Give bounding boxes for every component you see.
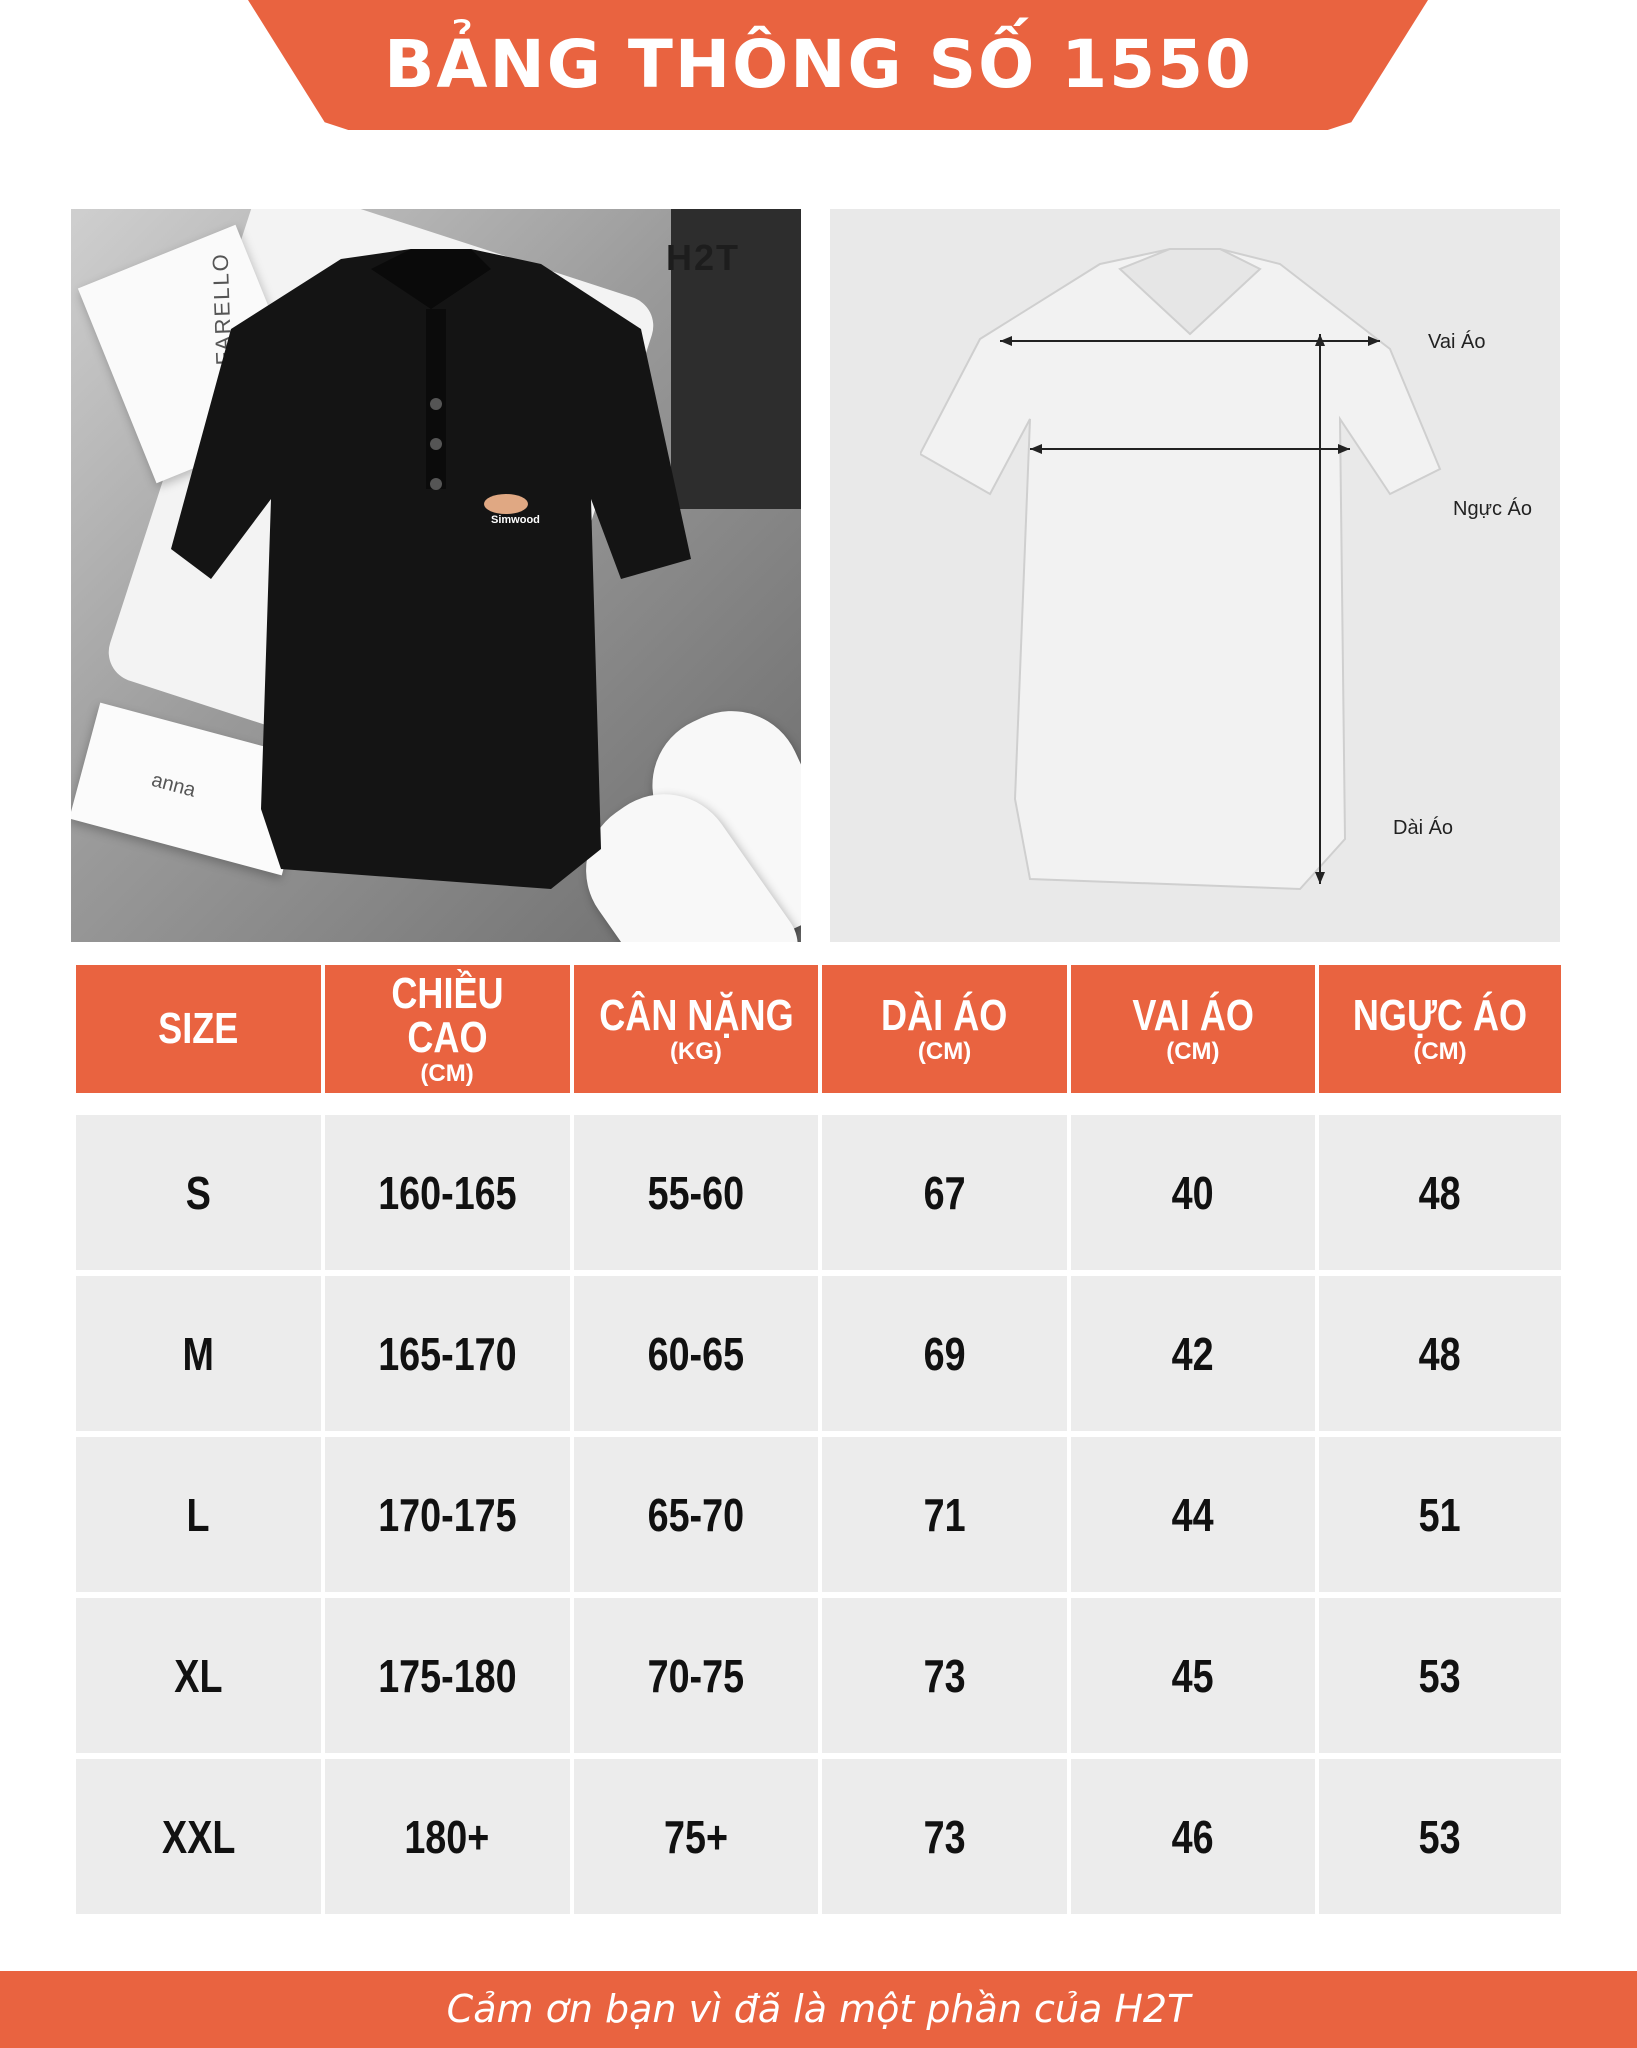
cell-value: 67 <box>923 1166 966 1219</box>
cell-value: 160-165 <box>377 1166 517 1219</box>
cell-value: 165-170 <box>377 1327 517 1380</box>
cell-height <box>325 1759 570 1914</box>
cell-value: 71 <box>923 1488 966 1541</box>
size-table <box>72 965 1565 1914</box>
cell-value: 45 <box>1171 1649 1214 1702</box>
table-header-row <box>76 965 1561 1093</box>
column-header-unit: (KG) <box>669 1038 722 1065</box>
cell-size <box>76 1598 321 1753</box>
cell-value: 48 <box>1419 1327 1461 1380</box>
cell-weight <box>574 1437 819 1592</box>
cell-value: 75+ <box>663 1810 728 1863</box>
chest-label: Ngực Áo <box>1453 498 1532 520</box>
cell-length <box>822 1276 1066 1431</box>
cell-value: L <box>186 1488 210 1541</box>
cell-chest <box>1319 1598 1561 1753</box>
column-header-unit: (CM) <box>917 1038 972 1065</box>
column-header-height <box>325 965 570 1093</box>
column-header-label: CHIỀU CAO <box>390 969 504 1062</box>
column-header-length <box>822 965 1066 1093</box>
column-header-label: CÂN NẶNG <box>598 991 794 1040</box>
cell-height <box>325 1276 570 1431</box>
cell-value: 60-65 <box>647 1327 745 1380</box>
grey-polo-diagram <box>920 239 1460 919</box>
cell-value: 70-75 <box>647 1649 745 1702</box>
cell-length <box>822 1598 1066 1753</box>
cell-length <box>822 1437 1066 1592</box>
column-header-label: VAI ÁO <box>1132 991 1254 1040</box>
table-row <box>76 1276 1561 1431</box>
column-header-label: NGỰC ÁO <box>1352 991 1528 1040</box>
column-header-unit: (CM) <box>1413 1038 1467 1065</box>
table-row <box>76 1759 1561 1914</box>
footer-thanks-text: Cảm ơn bạn vì đã là một phần của H2T <box>446 1987 1191 2031</box>
measurement-diagram <box>830 209 1560 942</box>
farello-box-label: FARELLO <box>207 251 237 366</box>
cell-size <box>76 1276 321 1431</box>
cell-value: 73 <box>923 1810 966 1863</box>
cell-value: M <box>182 1327 214 1380</box>
cell-weight <box>574 1276 819 1431</box>
cell-chest <box>1319 1759 1561 1914</box>
column-header-unit: (CM) <box>420 1060 474 1087</box>
column-header-label: DÀI ÁO <box>881 991 1008 1040</box>
product-photo <box>71 209 801 942</box>
cell-weight <box>574 1759 819 1914</box>
cell-value: XL <box>174 1649 223 1702</box>
cell-value: 180+ <box>404 1810 490 1863</box>
cell-size <box>76 1759 321 1914</box>
cell-value: 69 <box>923 1327 966 1380</box>
column-header-shoulder <box>1071 965 1315 1093</box>
column-header-label: SIZE <box>158 1004 239 1053</box>
cell-value: 73 <box>923 1649 966 1702</box>
table-row <box>76 1598 1561 1753</box>
cell-value: 46 <box>1171 1810 1214 1863</box>
cell-value: 65-70 <box>647 1488 745 1541</box>
shoulder-label: Vai Áo <box>1428 331 1486 353</box>
h2t-watermark: H2T <box>666 237 741 278</box>
column-header-unit: (CM) <box>1166 1038 1220 1065</box>
cell-chest <box>1319 1115 1561 1270</box>
footer-bar <box>0 1971 1637 2048</box>
cell-length <box>822 1759 1066 1914</box>
column-header-size <box>76 965 321 1093</box>
cell-value: 40 <box>1171 1166 1214 1219</box>
cell-height <box>325 1598 570 1753</box>
cell-height <box>325 1437 570 1592</box>
cell-shoulder <box>1071 1437 1315 1592</box>
cell-value: 170-175 <box>377 1488 517 1541</box>
page-title: BẢNG THÔNG SỐ 1550 <box>384 26 1253 103</box>
cell-length <box>822 1115 1066 1270</box>
cell-chest <box>1319 1276 1561 1431</box>
cell-shoulder <box>1071 1598 1315 1753</box>
cell-value: 175-180 <box>377 1649 517 1702</box>
cell-height <box>325 1115 570 1270</box>
cell-size <box>76 1115 321 1270</box>
cell-shoulder <box>1071 1276 1315 1431</box>
cell-value: 44 <box>1171 1488 1214 1541</box>
simwood-logo-text: Simwood <box>491 514 540 526</box>
column-header-weight <box>574 965 819 1093</box>
cell-shoulder <box>1071 1759 1315 1914</box>
cell-value: 53 <box>1419 1810 1461 1863</box>
cell-chest <box>1319 1437 1561 1592</box>
cell-size <box>76 1437 321 1592</box>
anna-box-label: anna <box>149 768 198 802</box>
cell-weight <box>574 1598 819 1753</box>
cell-weight <box>574 1115 819 1270</box>
cell-shoulder <box>1071 1115 1315 1270</box>
column-header-chest <box>1319 965 1561 1093</box>
table-row <box>76 1115 1561 1270</box>
cell-value: XXL <box>161 1810 235 1863</box>
cell-value: 55-60 <box>647 1166 745 1219</box>
cell-value: S <box>185 1166 211 1219</box>
table-row <box>76 1437 1561 1592</box>
cell-value: 48 <box>1419 1166 1461 1219</box>
length-label: Dài Áo <box>1393 817 1454 839</box>
cell-value: 53 <box>1419 1649 1461 1702</box>
cell-value: 51 <box>1419 1488 1461 1541</box>
black-polo-shirt <box>171 249 691 889</box>
cell-value: 42 <box>1171 1327 1214 1380</box>
